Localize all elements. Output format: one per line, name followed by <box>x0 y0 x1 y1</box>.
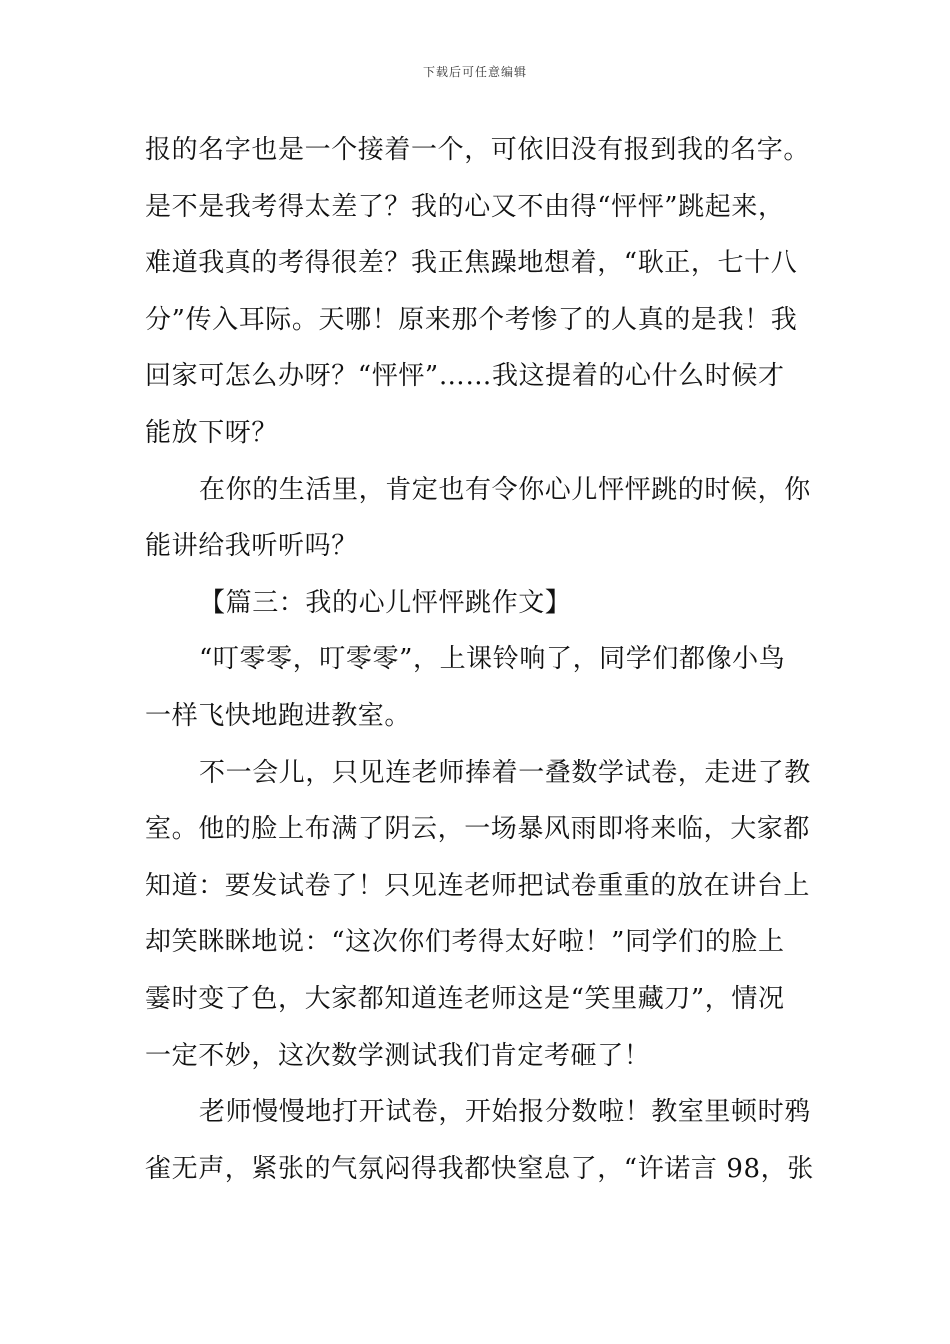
text-line: 知道：要发试卷了！只见连老师把试卷重重的放在讲台上 <box>145 870 811 901</box>
text-line: 是不是我考得太差了？我的心又不由得“怦怦”跳起来， <box>145 191 785 222</box>
text-line: 在你的生活里，肯定也有令你心儿怦怦跳的时候，你 <box>199 474 811 505</box>
text-line: 回家可怎么办呀？“怦怦”……我这提着的心什么时候才 <box>145 361 785 392</box>
text-line: 却笑眯眯地说：“这次你们考得太好啦！”同学们的脸上 <box>145 927 785 958</box>
text-line: 能放下呀？ <box>145 417 279 448</box>
text-line: 霎时变了色，大家都知道连老师这是“笑里藏刀”，情况 <box>145 983 785 1014</box>
text-line: 雀无声，紧张的气氛闷得我都快窒息了，“许诺言 98，张 <box>145 1153 814 1184</box>
text-line: 老师慢慢地打开试卷，开始报分数啦！教室里顿时鸦 <box>199 1097 811 1128</box>
text-line: 能讲给我听听吗？ <box>145 531 358 562</box>
text-line: 分”传入耳际。天哪！原来那个考惨了的人真的是我！我 <box>145 304 798 335</box>
text-line: 难道我真的考得很差？我正焦躁地想着，“耿正，七十八 <box>145 248 798 279</box>
text-line: 不一会儿，只见连老师捧着一叠数学试卷，走进了教 <box>199 757 811 788</box>
text-line: “叮零零，叮零零”，上课铃响了，同学们都像小鸟 <box>199 644 786 675</box>
section-heading: 【篇三：我的心儿怦怦跳作文】 <box>199 587 572 618</box>
page-header: 下载后可任意编辑 <box>422 65 527 79</box>
text-line: 一定不妙，这次数学测试我们肯定考砸了！ <box>145 1040 651 1071</box>
text-line: 一样飞快地跑进教室。 <box>145 700 412 731</box>
essay-body <box>145 122 814 1197</box>
text-line: 报的名字也是一个接着一个，可依旧没有报到我的名字。 <box>145 135 811 165</box>
text-line: 室。他的脸上布满了阴云，一场暴风雨即将来临，大家都 <box>145 814 811 845</box>
